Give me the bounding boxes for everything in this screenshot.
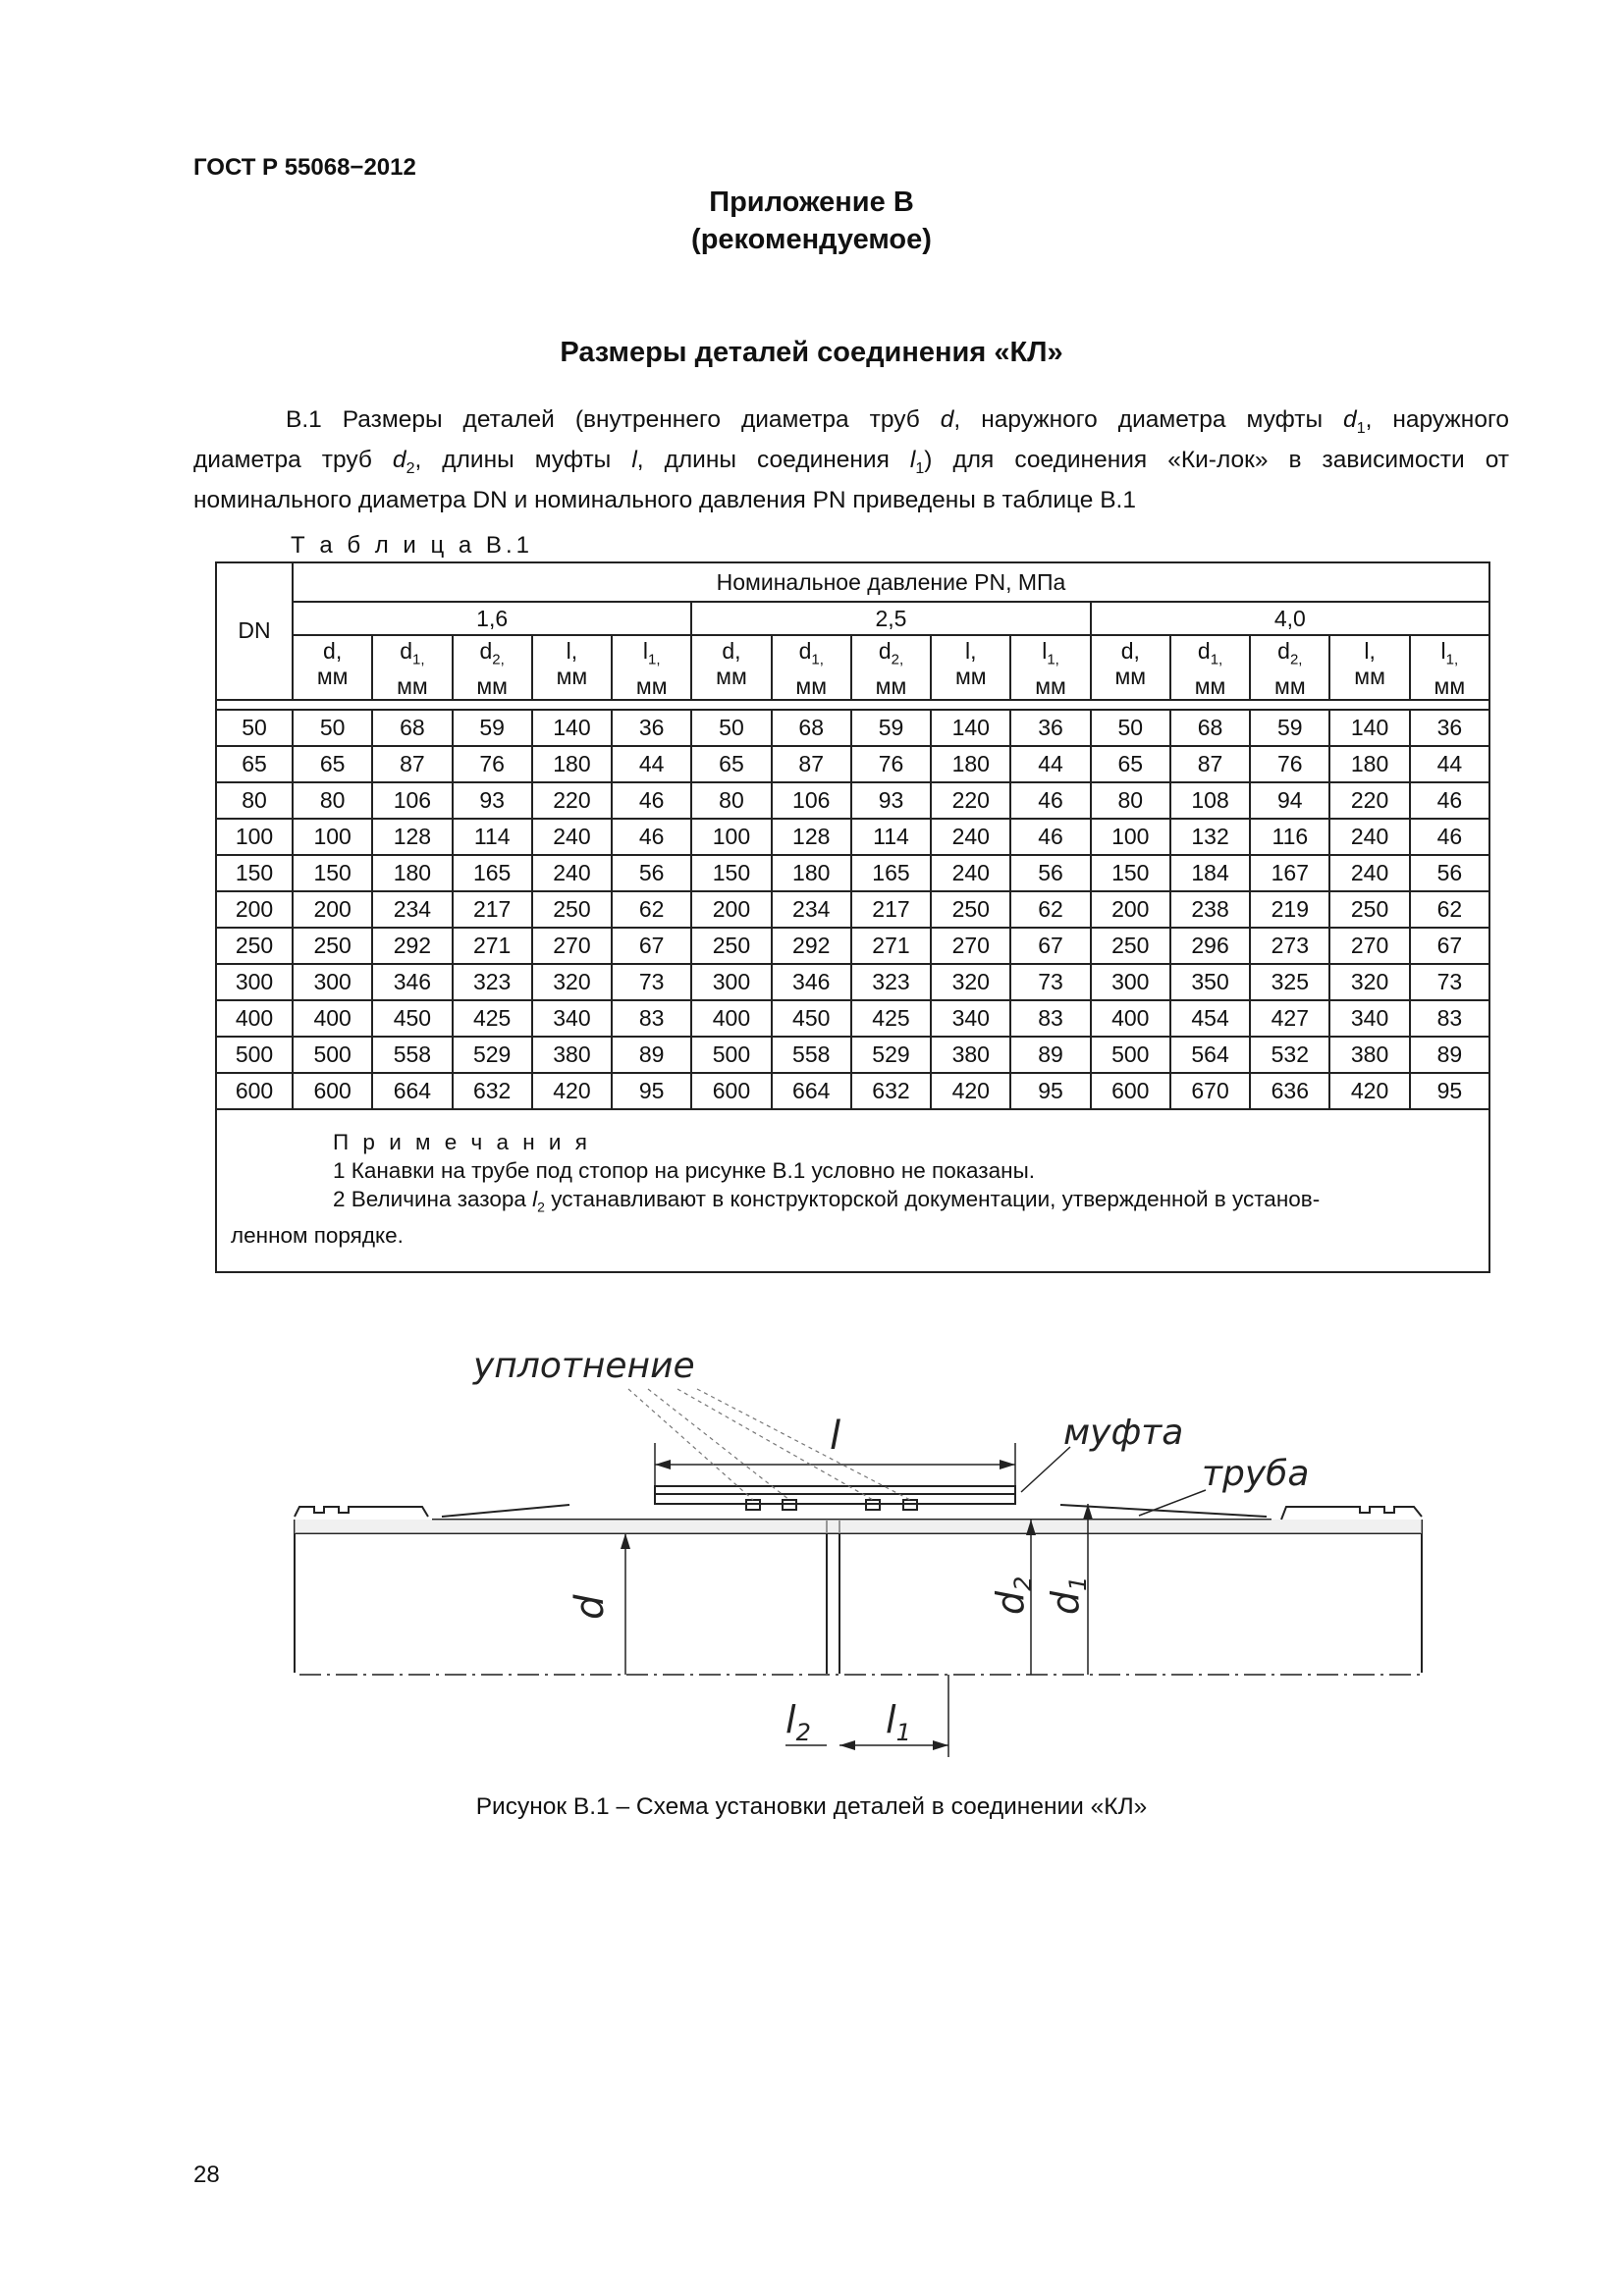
table-cell: 128 <box>372 819 452 855</box>
right-pipe-outer <box>1281 1507 1422 1520</box>
table-cell: 44 <box>612 746 691 782</box>
table-cell: 219 <box>1250 891 1329 928</box>
table-cell: 558 <box>372 1037 452 1073</box>
table-cell: 89 <box>1410 1037 1489 1073</box>
column-unit: мм <box>1434 672 1466 699</box>
table-cell: 600 <box>691 1073 771 1109</box>
pipe-label: труба <box>1202 1454 1310 1494</box>
table-cell: 180 <box>1329 746 1409 782</box>
table-cell: 240 <box>1329 855 1409 891</box>
table-cell: 632 <box>851 1073 931 1109</box>
dn-cell: 65 <box>216 746 293 782</box>
table-cell: 340 <box>931 1000 1010 1037</box>
table-cell: 180 <box>772 855 851 891</box>
table-cell: 250 <box>1091 928 1170 964</box>
table-cell: 165 <box>851 855 931 891</box>
dn-cell: 80 <box>216 782 293 819</box>
table-cell: 250 <box>532 891 612 928</box>
table-cell: 80 <box>691 782 771 819</box>
table-cell: 128 <box>772 819 851 855</box>
column-symbol: d, <box>323 638 343 664</box>
table-cell: 106 <box>772 782 851 819</box>
dn-cell: 400 <box>216 1000 293 1037</box>
table-cell: 46 <box>1010 782 1090 819</box>
table-cell: 184 <box>1170 855 1250 891</box>
table-cell: 140 <box>1329 710 1409 746</box>
table-cell: 73 <box>1010 964 1090 1000</box>
annex-title: Приложение В <box>709 187 914 218</box>
table-cell: 50 <box>293 710 372 746</box>
pressure-group-1: 1,6 <box>293 602 691 635</box>
table-cell: 100 <box>293 819 372 855</box>
table-cell: 62 <box>1010 891 1090 928</box>
column-unit: мм <box>316 664 349 689</box>
table-cell: 271 <box>453 928 532 964</box>
table-cell: 500 <box>293 1037 372 1073</box>
column-symbol: $l_{1,}$ <box>1042 638 1059 668</box>
table-cell: 220 <box>931 782 1010 819</box>
table-cell: 238 <box>1170 891 1250 928</box>
table-cell: 89 <box>612 1037 691 1073</box>
svg-text:d2: $d_2$ <box>989 1575 1037 1615</box>
table-cell: 95 <box>612 1073 691 1109</box>
column-unit: мм <box>1035 672 1066 699</box>
diam-d2-label <box>989 1576 1037 1615</box>
table-cell: 300 <box>691 964 771 1000</box>
table-caption: Т а б л и ц а В.1 <box>291 532 533 559</box>
table-cell: 68 <box>372 710 452 746</box>
table-cell: 400 <box>1091 1000 1170 1037</box>
gap-l2-label: $l_2$ <box>785 1698 811 1746</box>
dn-header: DN <box>216 562 293 700</box>
table-cell: 427 <box>1250 1000 1329 1037</box>
seal-leader-3 <box>677 1389 873 1500</box>
column-unit: мм <box>476 672 508 699</box>
paragraph-line-2: диаметра труб $d_2$, длины муфты l, длины соединения $l_1$) для соединения «Ки-лок» в зависимости от <box>193 446 1510 477</box>
table-cell: 532 <box>1250 1037 1329 1073</box>
left-spigot-outer <box>442 1505 569 1517</box>
table-cell: 67 <box>1010 928 1090 964</box>
table-cell: 76 <box>1250 746 1329 782</box>
dn-cell: 300 <box>216 964 293 1000</box>
table-cell: 36 <box>1010 710 1090 746</box>
table-cell: 46 <box>612 782 691 819</box>
table-cell: 529 <box>453 1037 532 1073</box>
column-symbol: $d_{1,}$ <box>798 638 824 668</box>
table-cell: 65 <box>691 746 771 782</box>
table-cell: 108 <box>1170 782 1250 819</box>
column-unit: мм <box>875 672 907 699</box>
table-cell: 93 <box>851 782 931 819</box>
column-unit: мм <box>1354 664 1385 689</box>
table-cell: 62 <box>1410 891 1489 928</box>
table-cell: 270 <box>931 928 1010 964</box>
seal-leader-1 <box>628 1389 753 1500</box>
table-cell: 217 <box>851 891 931 928</box>
table-cell: 59 <box>1250 710 1329 746</box>
table-cell: 240 <box>532 819 612 855</box>
table-cell: 500 <box>1091 1037 1170 1073</box>
table-cell: 217 <box>453 891 532 928</box>
table-cell: 167 <box>1250 855 1329 891</box>
table-cell: 36 <box>1410 710 1489 746</box>
table-cell: 346 <box>372 964 452 1000</box>
table-cell: 425 <box>453 1000 532 1037</box>
table-cell: 95 <box>1010 1073 1090 1109</box>
column-unit: мм <box>1274 672 1306 699</box>
column-symbol: $d_{2,}$ <box>479 638 505 668</box>
table-cell: 165 <box>453 855 532 891</box>
table-cell: 240 <box>1329 819 1409 855</box>
table-cell: 114 <box>851 819 931 855</box>
table-cell: 320 <box>532 964 612 1000</box>
table-cell: 114 <box>453 819 532 855</box>
table-cell: 400 <box>691 1000 771 1037</box>
table-cell: 380 <box>931 1037 1010 1073</box>
table-cell: 68 <box>772 710 851 746</box>
table-cell: 87 <box>1170 746 1250 782</box>
table-cell: 400 <box>293 1000 372 1037</box>
annex-status: (рекомендуемое) <box>691 224 932 255</box>
table-cell: 80 <box>293 782 372 819</box>
table-cell: 323 <box>453 964 532 1000</box>
table-cell: 420 <box>931 1073 1010 1109</box>
column-unit: мм <box>795 672 828 699</box>
table-cell: 234 <box>372 891 452 928</box>
table-cell: 46 <box>1010 819 1090 855</box>
diam-d1-label <box>1044 1576 1092 1615</box>
column-symbol: d, <box>1120 638 1140 664</box>
dn-cell: 50 <box>216 710 293 746</box>
seal-label: уплотнение <box>473 1346 695 1386</box>
table-cell: 296 <box>1170 928 1250 964</box>
dn-cell: 200 <box>216 891 293 928</box>
page-number: 28 <box>193 2162 220 2188</box>
table-cell: 44 <box>1410 746 1489 782</box>
table-cell: 340 <box>532 1000 612 1037</box>
table-cell: 300 <box>293 964 372 1000</box>
column-symbol: $d_{1,}$ <box>1197 638 1223 668</box>
table-cell: 200 <box>293 891 372 928</box>
table-cell: 80 <box>1091 782 1170 819</box>
dn-cell: 600 <box>216 1073 293 1109</box>
left-pipe-outer <box>295 1507 428 1517</box>
table-cell: 87 <box>772 746 851 782</box>
table-cell: 636 <box>1250 1073 1329 1109</box>
table-cell: 59 <box>851 710 931 746</box>
table-cell: 200 <box>1091 891 1170 928</box>
table-cell: 36 <box>612 710 691 746</box>
note-1: 1 Канавки на трубе под стопор на рисунке В.1 условно не показаны. <box>333 1157 1035 1183</box>
table-cell: 670 <box>1170 1073 1250 1109</box>
table-cell: 100 <box>691 819 771 855</box>
table-cell: 200 <box>691 891 771 928</box>
table-cell: 240 <box>532 855 612 891</box>
notes-heading: П р и м е ч а н и я <box>333 1129 591 1154</box>
length-l-label: l <box>830 1414 841 1459</box>
table-cell: 68 <box>1170 710 1250 746</box>
table-cell: 420 <box>1329 1073 1409 1109</box>
pn-header: Номинальное давление PN, МПа <box>293 562 1489 602</box>
table-cell: 292 <box>772 928 851 964</box>
column-symbol: $d_{2,}$ <box>878 638 904 668</box>
table-cell: 350 <box>1170 964 1250 1000</box>
table-cell: 600 <box>1091 1073 1170 1109</box>
dn-cell: 500 <box>216 1037 293 1073</box>
table-cell: 380 <box>532 1037 612 1073</box>
pipe-wall-hatch <box>295 1520 1422 1533</box>
diam-d-label: d <box>568 1594 613 1620</box>
svg-text:d1: $d_1$ <box>1044 1575 1092 1615</box>
column-symbol: l, <box>1364 638 1376 664</box>
table-cell: 664 <box>772 1073 851 1109</box>
table-cell: 140 <box>532 710 612 746</box>
table-cell: 500 <box>691 1037 771 1073</box>
dn-cell: 250 <box>216 928 293 964</box>
table-cell: 73 <box>612 964 691 1000</box>
table-cell: 180 <box>931 746 1010 782</box>
column-unit: мм <box>1194 672 1226 699</box>
table-cell: 271 <box>851 928 931 964</box>
table-cell: 44 <box>1010 746 1090 782</box>
column-symbol: $l_{1,}$ <box>642 638 661 668</box>
table-cell: 76 <box>453 746 532 782</box>
table-cell: 46 <box>1410 819 1489 855</box>
table-cell: 292 <box>372 928 452 964</box>
pressure-group-3: 4,0 <box>1091 602 1489 635</box>
figure-caption: Рисунок В.1 – Схема установки деталей в соединении «КЛ» <box>475 1793 1148 1820</box>
table-cell: 320 <box>931 964 1010 1000</box>
table-cell: 250 <box>293 928 372 964</box>
table-cell: 325 <box>1250 964 1329 1000</box>
table-cell: 234 <box>772 891 851 928</box>
table-cell: 632 <box>453 1073 532 1109</box>
column-symbol: l, <box>965 638 977 664</box>
table-cell: 67 <box>1410 928 1489 964</box>
note-2-line-1: 2 Величина зазора $l_2$ устанавливают в конструкторской документации, утвержденной в установ- <box>333 1186 1321 1215</box>
table-cell: 132 <box>1170 819 1250 855</box>
table-cell: 93 <box>453 782 532 819</box>
table-cell: 46 <box>1410 782 1489 819</box>
table-cell: 600 <box>293 1073 372 1109</box>
table-cell: 270 <box>1329 928 1409 964</box>
table-cell: 83 <box>612 1000 691 1037</box>
table-cell: 87 <box>372 746 452 782</box>
table-cell: 450 <box>772 1000 851 1037</box>
column-unit: мм <box>635 672 668 699</box>
table-cell: 73 <box>1410 964 1489 1000</box>
table-cell: 67 <box>612 928 691 964</box>
table-cell: 50 <box>1091 710 1170 746</box>
table-cell: 140 <box>931 710 1010 746</box>
table-cell: 450 <box>372 1000 452 1037</box>
note-2-line-2: ленном порядке. <box>231 1223 404 1249</box>
table-cell: 250 <box>1329 891 1409 928</box>
table-cell: 76 <box>851 746 931 782</box>
seal-leader-2 <box>648 1389 789 1500</box>
table-cell: 320 <box>1329 964 1409 1000</box>
table-cell: 65 <box>293 746 372 782</box>
table-cell: 46 <box>612 819 691 855</box>
table-cell: 180 <box>532 746 612 782</box>
len-l1-label: $l_1$ <box>886 1698 911 1746</box>
coupling-label: муфта <box>1063 1413 1184 1453</box>
pressure-group-2: 2,5 <box>691 602 1090 635</box>
column-unit: мм <box>397 672 428 699</box>
table-cell: 180 <box>372 855 452 891</box>
dn-cell: 100 <box>216 819 293 855</box>
table-cell: 346 <box>772 964 851 1000</box>
table-cell: 340 <box>1329 1000 1409 1037</box>
column-symbol: d, <box>722 638 741 664</box>
column-symbol: l, <box>566 638 578 664</box>
paragraph-line-1: В.1 Размеры деталей (внутреннего диаметра труб d, наружного диаметра муфты $d_1$, наружного <box>286 406 1509 437</box>
table-cell: 56 <box>1010 855 1090 891</box>
table-cell: 62 <box>612 891 691 928</box>
column-unit: мм <box>954 664 987 689</box>
column-symbol: $l_{1,}$ <box>1440 638 1459 668</box>
table-cell: 150 <box>293 855 372 891</box>
table-cell: 240 <box>931 819 1010 855</box>
seal-leader-4 <box>697 1389 910 1500</box>
table-cell: 380 <box>1329 1037 1409 1073</box>
table-cell: 150 <box>691 855 771 891</box>
table-cell: 150 <box>1091 855 1170 891</box>
table-cell: 220 <box>532 782 612 819</box>
table-cell: 425 <box>851 1000 931 1037</box>
table-cell: 564 <box>1170 1037 1250 1073</box>
column-unit: мм <box>1114 664 1147 689</box>
table-cell: 56 <box>612 855 691 891</box>
section-title: Размеры деталей соединения «КЛ» <box>560 337 1063 368</box>
column-unit: мм <box>716 664 747 689</box>
table-cell: 558 <box>772 1037 851 1073</box>
column-symbol: $d_{2,}$ <box>1277 638 1303 668</box>
column-symbol: $d_{1,}$ <box>400 638 425 668</box>
paragraph-line-3: номинального диаметра DN и номинального давления PN приведены в таблице В.1 <box>193 486 1136 513</box>
table-cell: 100 <box>1091 819 1170 855</box>
table-cell: 323 <box>851 964 931 1000</box>
table-cell: 240 <box>931 855 1010 891</box>
table-cell: 420 <box>532 1073 612 1109</box>
table-cell: 95 <box>1410 1073 1489 1109</box>
table-cell: 664 <box>372 1073 452 1109</box>
table-cell: 94 <box>1250 782 1329 819</box>
table-cell: 106 <box>372 782 452 819</box>
table-cell: 250 <box>931 891 1010 928</box>
table-cell: 454 <box>1170 1000 1250 1037</box>
table-cell: 83 <box>1010 1000 1090 1037</box>
table-cell: 116 <box>1250 819 1329 855</box>
table-cell: 65 <box>1091 746 1170 782</box>
table-cell: 59 <box>453 710 532 746</box>
table-cell: 250 <box>691 928 771 964</box>
table-cell: 270 <box>532 928 612 964</box>
table-cell: 56 <box>1410 855 1489 891</box>
table-cell: 83 <box>1410 1000 1489 1037</box>
table-cell: 529 <box>851 1037 931 1073</box>
table-cell: 89 <box>1010 1037 1090 1073</box>
column-unit: мм <box>556 664 588 689</box>
standard-header: ГОСТ Р 55068−2012 <box>193 154 416 181</box>
dn-cell: 150 <box>216 855 293 891</box>
table-cell: 300 <box>1091 964 1170 1000</box>
table-cell: 220 <box>1329 782 1409 819</box>
table-cell: 50 <box>691 710 771 746</box>
coupling-leader <box>1021 1447 1070 1492</box>
table-cell: 273 <box>1250 928 1329 964</box>
